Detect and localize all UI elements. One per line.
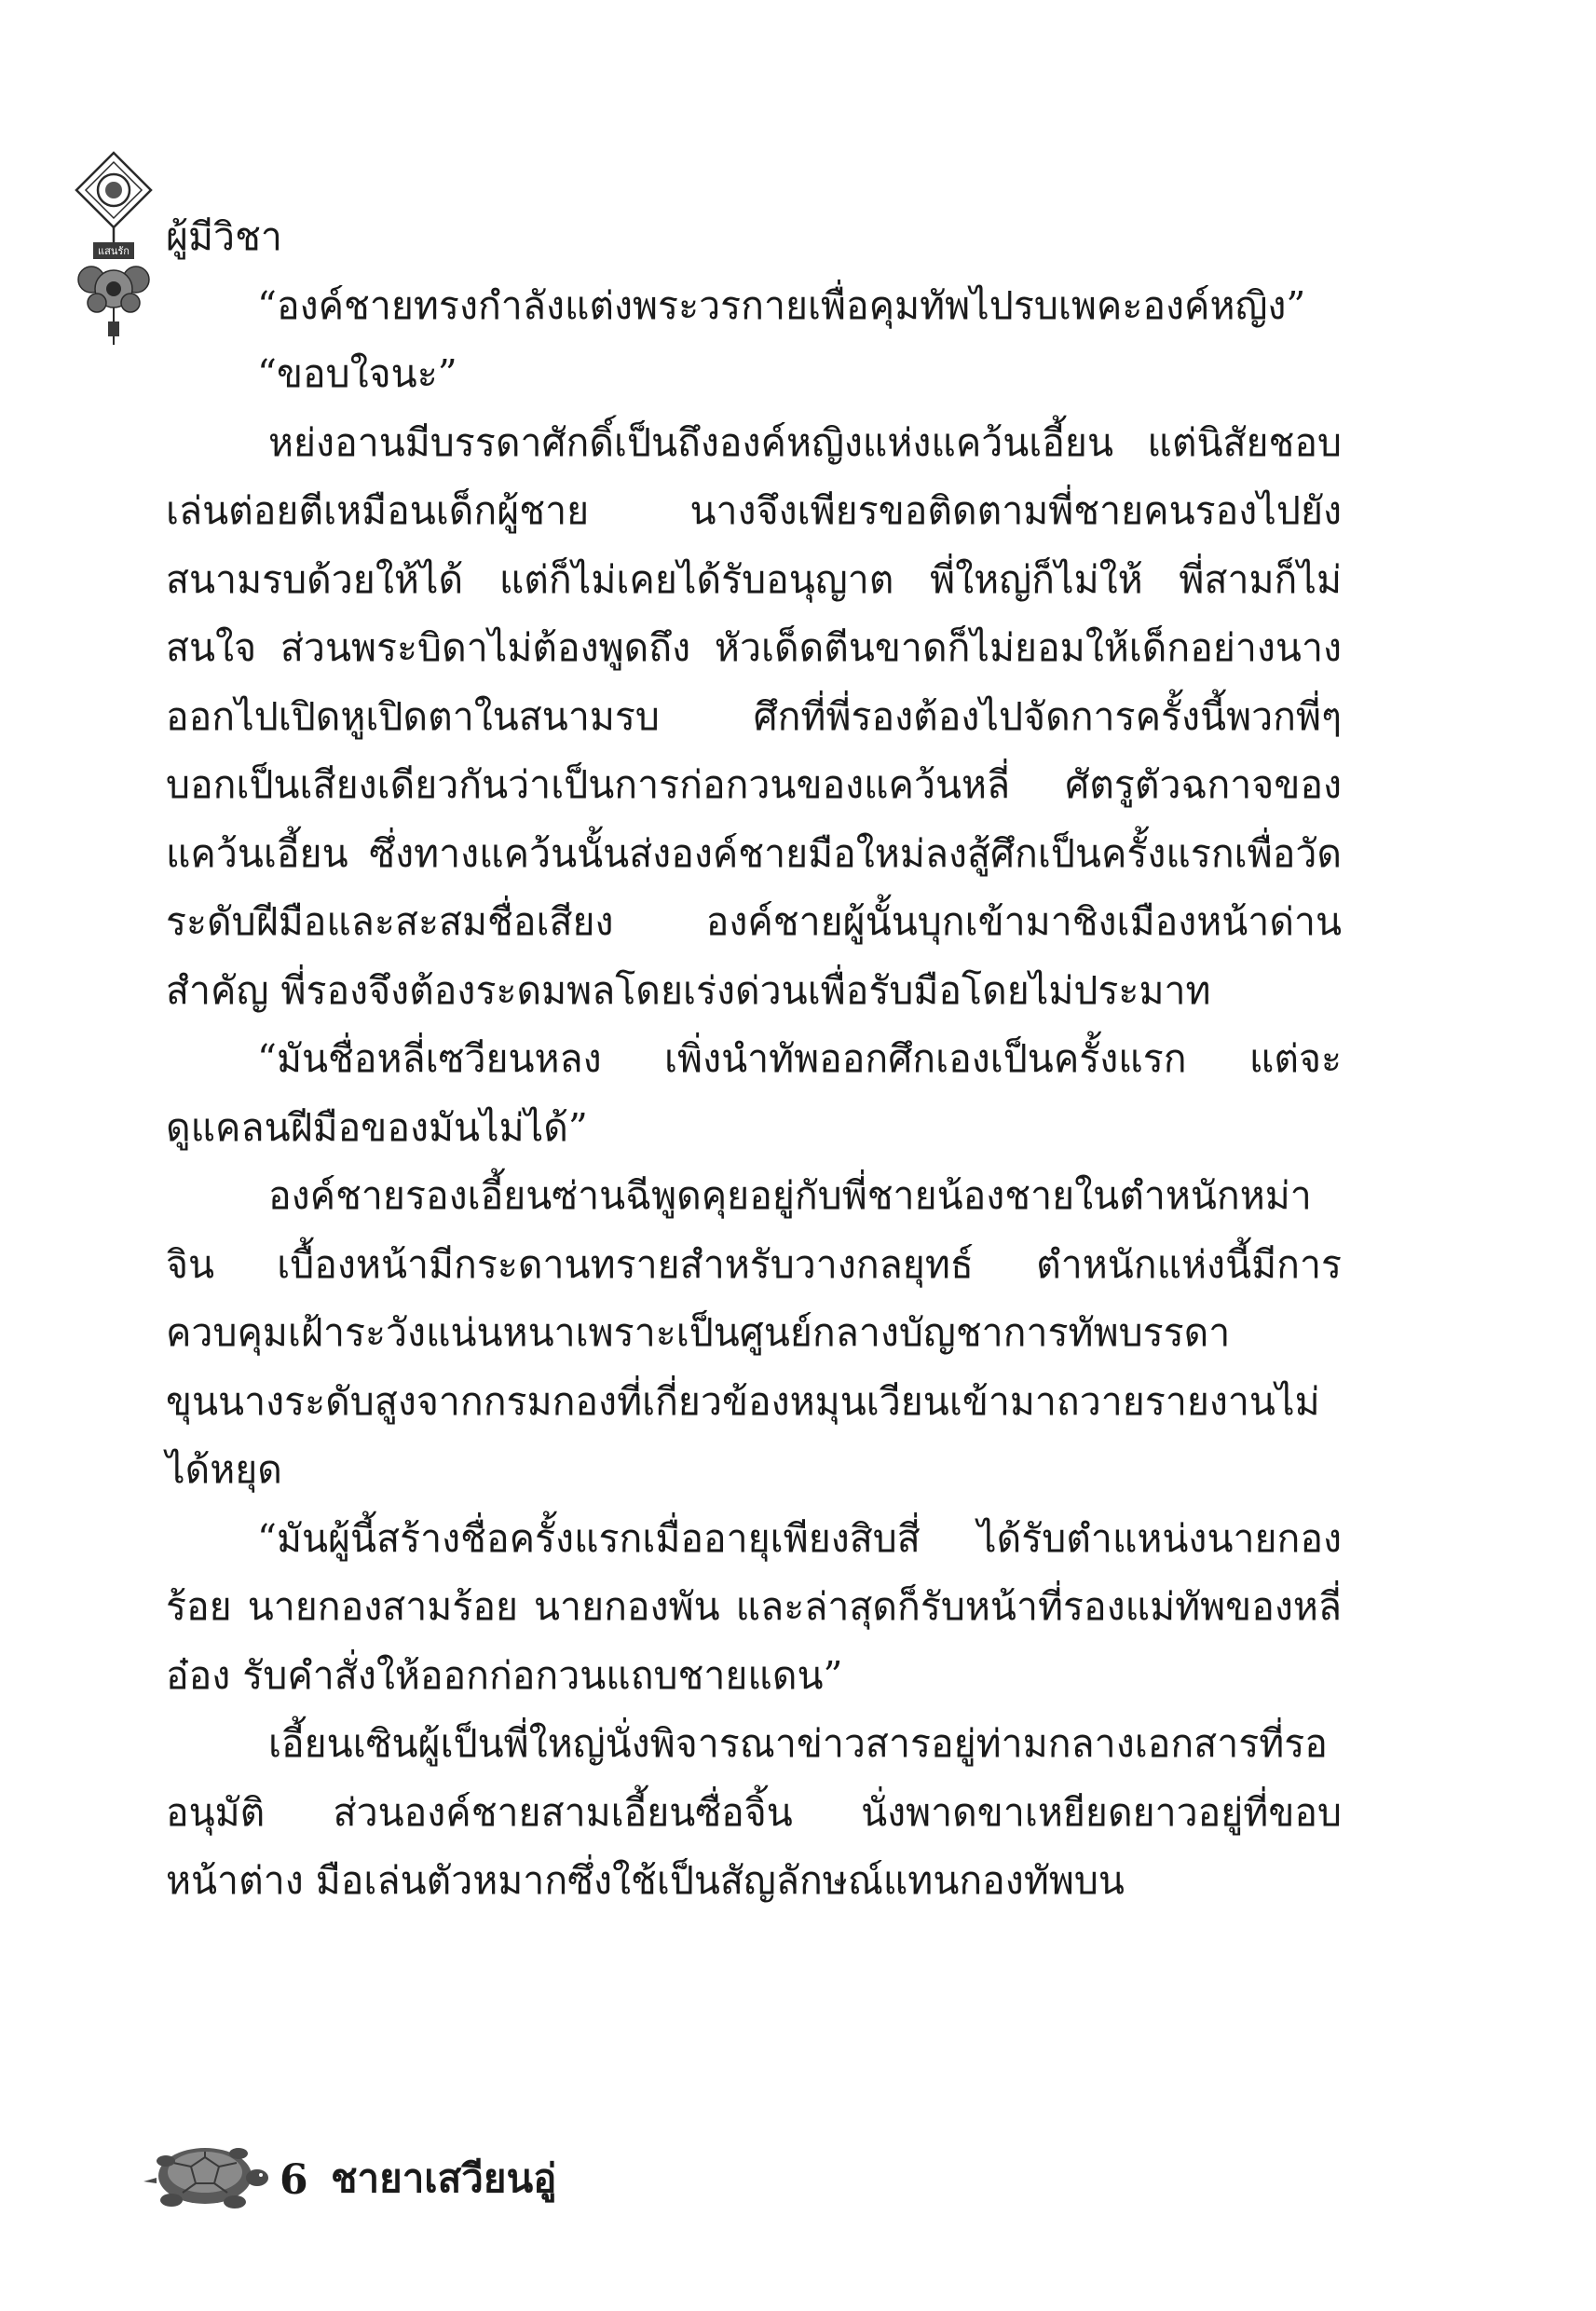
paragraph: องค์ชายรองเอี้ยนซ่านฉีพูดคุยอยู่กับพี่ชายน้องชายในตำหนักหม่าจิน เบื้องหน้ามีกระดานทรายสำหรับวางกลยุทธ์ ตำหนักแห่งนี้มีการควบคุมเฝ้าระวังแน่นหนาเพราะเป็นศูนย์กลางบัญชาการทัพบรรดาขุนนางระดับสูงจากกรมกองที่เกี่ยวข้องหมุนเวียนเข้ามาถวายรายงานไม่ได้หยุด	[166, 1173, 1342, 1492]
turtle-icon	[140, 2129, 270, 2218]
ornament-label: แสนรัก	[98, 245, 130, 257]
page-footer	[140, 2129, 792, 2222]
paragraph: ผู้มีวิชา	[166, 214, 282, 259]
diamond-flower-ornament-icon	[58, 149, 170, 345]
paragraph: เอี้ยนเซินผู้เป็นพี่ใหญ่นั่งพิจารณาข่าวสารอยู่ท่ามกลางเอกสารที่รออนุมัติ ส่วนองค์ชายสามเอี้ยนซื่อจิ้น นั่งพาดขาเหยียดยาวอยู่ที่ขอบหน้าต่าง มือเล่นตัวหมากซึ่งใช้เป็นสัญลักษณ์แทนกองทัพบน	[166, 1721, 1342, 1903]
body-text	[166, 203, 1342, 1916]
paragraph: “มันผู้นี้สร้างชื่อครั้งแรกเมื่ออายุเพียงสิบสี่ ได้รับตำแหน่งนายกองร้อย นายกองสามร้อย นายกองพัน และล่าสุดก็รับหน้าที่รองแม่ทัพของหลี่อ๋อง รับคำสั่งให้ออกก่อกวนแถบชายแดน”	[166, 1515, 1342, 1698]
paragraph: หย่งอานมีบรรดาศักดิ์เป็นถึงองค์หญิงแห่งแคว้นเอี้ยน แต่นิสัยชอบเล่นต่อยตีเหมือนเด็กผู้ชาย นางจึงเพียรขอติดตามพี่ชายคนรองไปยังสนามรบด้วยให้ได้ แต่ก็ไม่เคยได้รับอนุญาต พี่ใหญ่ก็ไม่ให้ พี่สามก็ไม่สนใจ ส่วนพระบิดาไม่ต้องพูดถึง หัวเด็ดตีนขาดก็ไม่ยอมให้เด็กอย่างนางออกไปเปิดหูเปิดตาในสนามรบ ศึกที่พี่รองต้องไปจัดการครั้งนี้พวกพี่ๆ บอกเป็นเสียงเดียวกันว่าเป็นการก่อกวนของแคว้นหลี่ ศัตรูตัวฉกาจของแคว้นเอี้ยน ซึ่งทางแคว้นนั้นส่งองค์ชายมือใหม่ลงสู้ศึกเป็นครั้งแรกเพื่อวัดระดับฝีมือและสะสมชื่อเสียง องค์ชายผู้นั้นบุกเข้ามาชิงเมืองหน้าด่านสำคัญ พี่รองจึงต้องระดมพลโดยเร่งด่วนเพื่อรับมือโดยไม่ประมาท	[166, 419, 1342, 1013]
paragraph: “องค์ชายทรงกำลังแต่งพระวรกายเพื่อคุมทัพไปรบเพคะองค์หญิง”	[257, 282, 1306, 328]
paragraph: “ขอบใจนะ”	[257, 351, 457, 396]
book-title: ชายาเสวียนอู่	[331, 2155, 557, 2201]
page-number: 6	[280, 2156, 308, 2204]
paragraph: “มันชื่อหลี่เซวียนหลง เพิ่งนำทัพออกศึกเองเป็นครั้งแรก แต่จะดูแคลนฝีมือของมันไม่ได้”	[166, 1036, 1342, 1150]
